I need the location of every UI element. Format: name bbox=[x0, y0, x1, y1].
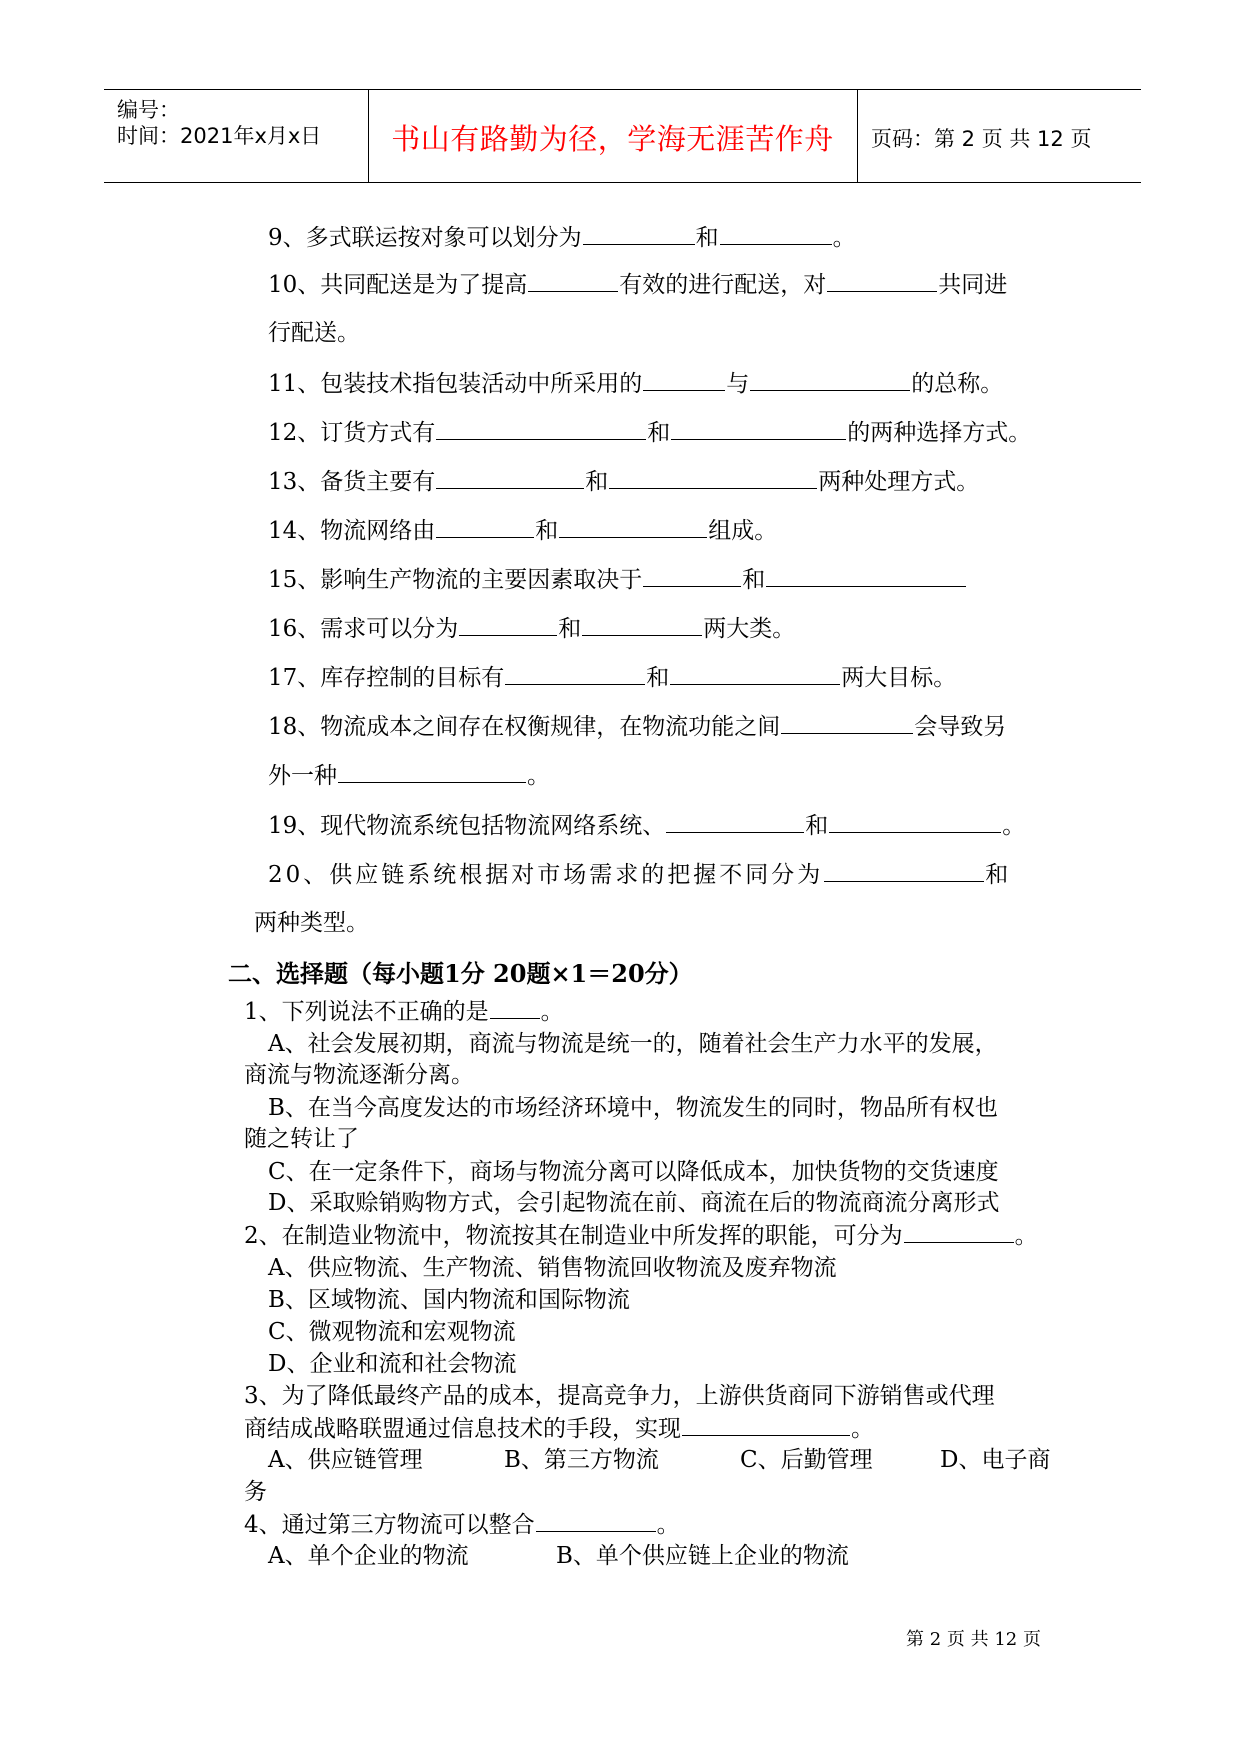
choice-option: C、后勤管理 bbox=[740, 1447, 873, 1473]
question-text: 和 bbox=[985, 862, 1012, 888]
answer-blank bbox=[459, 613, 557, 636]
question-text: 两大目标。 bbox=[841, 665, 957, 691]
fill-question-20-cont bbox=[254, 908, 369, 938]
choice-option: A、供应链管理 bbox=[268, 1447, 423, 1473]
question-text: 两种处理方式。 bbox=[818, 469, 980, 495]
answer-blank bbox=[643, 368, 725, 391]
choice-option: B、区域物流、国内物流和国际物流 bbox=[268, 1287, 630, 1313]
answer-blank bbox=[670, 662, 840, 685]
question-text: 两种类型。 bbox=[254, 910, 369, 936]
section-title-choice: 二、选择题（每小题1分 20题×1＝20分） bbox=[228, 959, 693, 988]
answer-blank bbox=[643, 564, 741, 587]
fill-question-13 bbox=[268, 466, 979, 497]
fill-question-20 bbox=[268, 859, 1011, 890]
fill-question-17 bbox=[268, 662, 956, 693]
answer-blank bbox=[609, 466, 817, 489]
choice-option: D、采取赊销购物方式，会引起物流在前、商流在后的物流商流分离形式 bbox=[268, 1190, 1000, 1216]
question-text: 和 bbox=[742, 567, 766, 593]
fill-question-10-cont bbox=[268, 318, 360, 348]
question-text: 20、供应链系统根据对市场需求的把握不同分为 bbox=[268, 862, 824, 888]
question-text: 和 bbox=[805, 813, 829, 839]
question-text: 外一种 bbox=[268, 763, 337, 789]
question-text: 的两种选择方式。 bbox=[847, 420, 1032, 446]
question-text: 16、需求可以分为 bbox=[268, 616, 459, 642]
fill-question-14 bbox=[268, 515, 777, 546]
fill-question-9 bbox=[268, 222, 856, 253]
fill-question-18-cont bbox=[268, 760, 550, 791]
question-text: 11、包装技术指包装活动中所采用的 bbox=[268, 371, 643, 397]
question-text: 的总称。 bbox=[911, 371, 1004, 397]
question-text: 两大类。 bbox=[703, 616, 796, 642]
answer-blank bbox=[781, 711, 913, 734]
question-text: 12、订货方式有 bbox=[268, 420, 436, 446]
fill-question-11 bbox=[268, 368, 1003, 399]
choice-option-cont: 务 bbox=[244, 1479, 267, 1505]
question-text: 。 bbox=[527, 763, 550, 789]
choice-question-1 bbox=[244, 996, 564, 1027]
choice-option: B、第三方物流 bbox=[504, 1447, 659, 1473]
question-text: 17、库存控制的目标有 bbox=[268, 665, 505, 691]
fill-question-18 bbox=[268, 711, 1006, 742]
answer-blank bbox=[436, 466, 584, 489]
fill-question-10 bbox=[268, 269, 1007, 300]
answer-blank bbox=[827, 269, 937, 292]
choice-option: D、电子商 bbox=[940, 1447, 1051, 1473]
header-page-info: 页码：第 2 页 共 12 页 bbox=[871, 127, 1092, 151]
question-text: 。 bbox=[1002, 813, 1026, 839]
question-text: 和 bbox=[585, 469, 609, 495]
answer-blank bbox=[750, 368, 910, 391]
question-text: 。 bbox=[832, 225, 856, 251]
choice-question-3: 3、为了降低最终产品的成本，提高竞争力，上游供货商同下游销售或代理 bbox=[244, 1383, 995, 1409]
question-text: 会导致另 bbox=[914, 714, 1007, 740]
question-text: 18、物流成本之间存在权衡规律，在物流功能之间 bbox=[268, 714, 781, 740]
question-text: 有效的进行配送，对 bbox=[619, 272, 827, 298]
answer-blank bbox=[436, 515, 534, 538]
choice-option: B、单个供应链上企业的物流 bbox=[556, 1543, 849, 1569]
choice-option: A、单个企业的物流 bbox=[268, 1543, 469, 1569]
choice-option: A、供应物流、生产物流、销售物流回收物流及废弃物流 bbox=[268, 1255, 837, 1281]
fill-question-16 bbox=[268, 613, 795, 644]
header-motto: 书山有路勤为径，学海无涯苦作舟 bbox=[391, 122, 834, 156]
choice-option: C、在一定条件下，商场与物流分离可以降低成本，加快货物的交货速度 bbox=[268, 1159, 999, 1185]
question-text: 。 bbox=[540, 999, 564, 1025]
choice-option: 商流与物流逐渐分离。 bbox=[244, 1062, 474, 1088]
question-text: 15、影响生产物流的主要因素取决于 bbox=[268, 567, 643, 593]
fill-question-19 bbox=[268, 810, 1025, 841]
choice-option: B、在当今高度发达的市场经济环境中，物流发生的同时，物品所有权也 bbox=[268, 1095, 998, 1121]
question-text: 4、通过第三方物流可以整合 bbox=[244, 1512, 535, 1538]
page-footer: 第 2 页 共 12 页 bbox=[906, 1629, 1041, 1650]
question-text: 2、在制造业物流中，物流按其在制造业中所发挥的职能，可分为 bbox=[244, 1223, 903, 1249]
question-text: 商结成战略联盟通过信息技术的手段，实现 bbox=[244, 1416, 681, 1442]
document-number-label: 编号： bbox=[117, 98, 180, 122]
question-text: 和 bbox=[558, 616, 582, 642]
header-right-cell bbox=[857, 90, 1141, 182]
answer-blank bbox=[829, 810, 1001, 833]
answer-blank bbox=[536, 1509, 656, 1532]
answer-blank bbox=[528, 269, 618, 292]
answer-blank bbox=[436, 417, 646, 440]
question-text: 14、物流网络由 bbox=[268, 518, 436, 544]
choice-question-2 bbox=[244, 1220, 1038, 1251]
question-text: 1、下列说法不正确的是 bbox=[244, 999, 489, 1025]
question-text: 13、备货主要有 bbox=[268, 469, 436, 495]
answer-blank bbox=[766, 564, 966, 587]
choice-question-3-cont bbox=[244, 1413, 874, 1444]
answer-blank bbox=[490, 996, 540, 1019]
question-text: 行配送。 bbox=[268, 320, 360, 346]
answer-blank bbox=[583, 222, 695, 245]
question-text: 9、多式联运按对象可以划分为 bbox=[268, 225, 582, 251]
question-text: 19、现代物流系统包括物流网络系统、 bbox=[268, 813, 666, 839]
answer-blank bbox=[505, 662, 645, 685]
question-text: 。 bbox=[1014, 1223, 1038, 1249]
choice-question-4 bbox=[244, 1509, 680, 1540]
question-text: 和 bbox=[647, 420, 671, 446]
question-text: 组成。 bbox=[708, 518, 778, 544]
answer-blank bbox=[666, 810, 804, 833]
question-text: 与 bbox=[726, 371, 750, 397]
document-time-label: 时间：2021年x月x日 bbox=[117, 124, 322, 148]
question-text: 10、共同配送是为了提高 bbox=[268, 272, 528, 298]
choice-option: D、企业和流和社会物流 bbox=[268, 1351, 517, 1377]
choice-option: 随之转让了 bbox=[244, 1126, 359, 1152]
question-text: 。 bbox=[656, 1512, 680, 1538]
page-header bbox=[104, 89, 1141, 183]
question-text: 。 bbox=[851, 1416, 874, 1442]
question-text: 和 bbox=[535, 518, 559, 544]
fill-question-15 bbox=[268, 564, 967, 595]
header-middle-cell bbox=[368, 90, 858, 182]
question-text: 和 bbox=[646, 665, 670, 691]
choice-option: C、微观物流和宏观物流 bbox=[268, 1319, 516, 1345]
fill-question-12 bbox=[268, 417, 1031, 448]
answer-blank bbox=[720, 222, 832, 245]
answer-blank bbox=[559, 515, 707, 538]
answer-blank bbox=[682, 1413, 850, 1436]
header-left-cell bbox=[104, 90, 369, 182]
answer-blank bbox=[582, 613, 702, 636]
answer-blank bbox=[671, 417, 846, 440]
answer-blank bbox=[338, 760, 526, 783]
choice-option: A、社会发展初期，商流与物流是统一的，随着社会生产力水平的发展， bbox=[268, 1031, 998, 1057]
answer-blank bbox=[824, 859, 984, 882]
answer-blank bbox=[904, 1220, 1014, 1243]
question-text: 和 bbox=[695, 225, 719, 251]
question-text: 共同进 bbox=[938, 272, 1008, 298]
